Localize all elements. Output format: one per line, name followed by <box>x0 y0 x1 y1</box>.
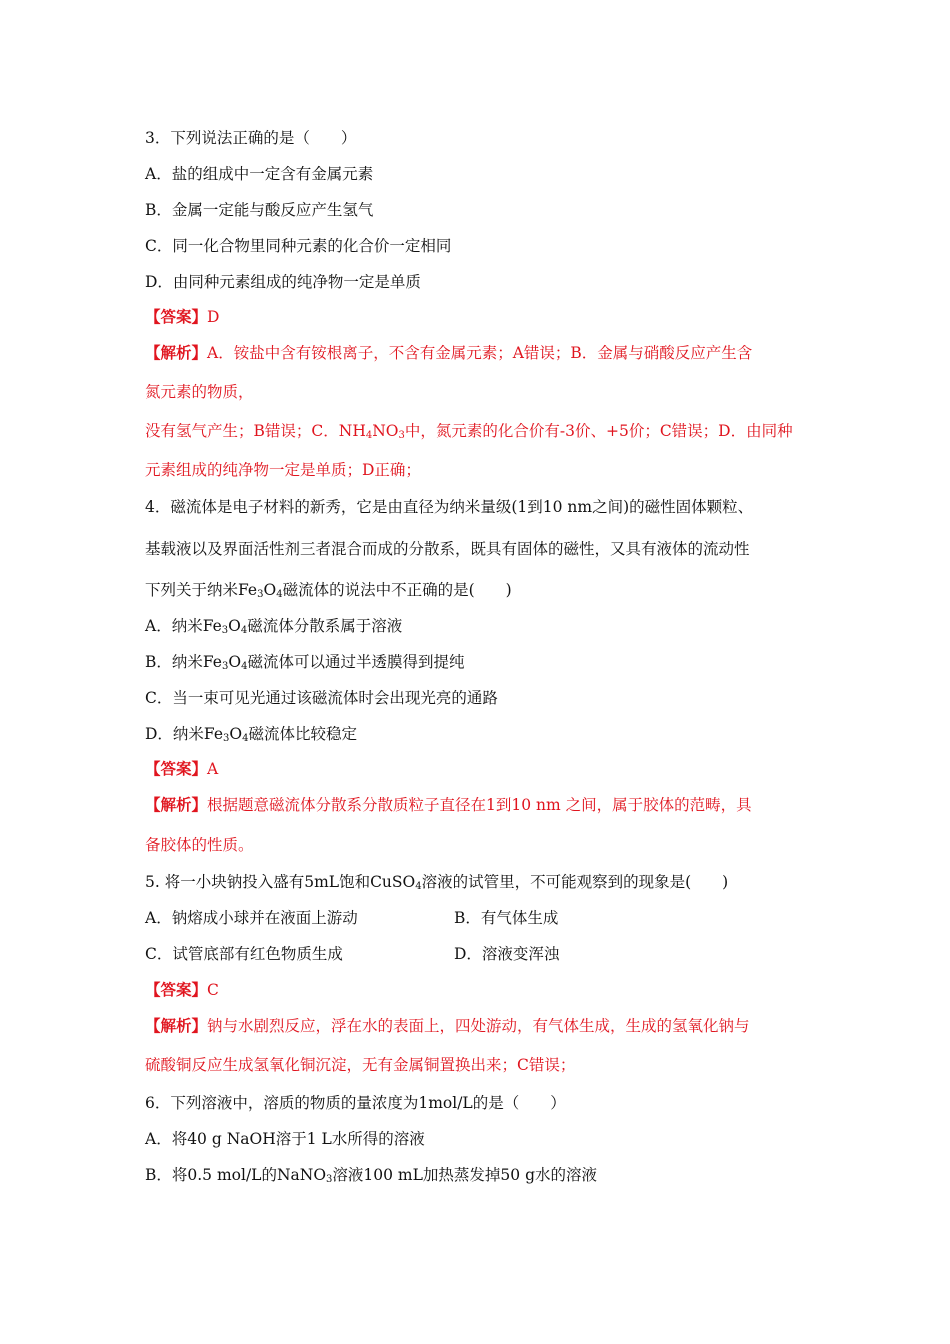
q4-answer: 【答案】A <box>145 759 219 778</box>
q4-option-c: C．当一束可见光通过该磁流体时会出现光亮的通路 <box>145 689 498 707</box>
q5-answer: 【答案】C <box>145 980 219 999</box>
q3-analysis-line-2: 氮元素的物质， <box>145 383 254 401</box>
q5-option-b: B．有气体生成 <box>454 909 559 927</box>
q5-option-a: A．钠熔成小球并在液面上游动 <box>145 909 358 927</box>
q5-option-c: C．试管底部有红色物质生成 <box>145 945 343 963</box>
q3-option-c: C．同一化合物里同种元素的化合价一定相同 <box>145 237 452 255</box>
q5-stem: 5. 将一小块钠投入盛有5mL饱和CuSO$_4$溶液的试管里，不可能观察到的现象是( ) <box>145 873 729 892</box>
q4-option-d: D．纳米$Fe_3O_4$磁流体比较稳定 <box>145 725 357 744</box>
q6-option-a: A．将40 g NaOH溶于1 L水所得的溶液 <box>145 1130 425 1148</box>
q4-analysis-line-2: 备胶体的性质。 <box>145 836 254 854</box>
q3-analysis-line-1: 【解析】A．铵盐中含有铵根离子，不含有金属元素；A错误；B．金属与硝酸反应产生含 <box>145 343 753 362</box>
q4-analysis-line-1: 【解析】根据题意磁流体分散系分散质粒子直径在1到10 nm 之间，属于胶体的范畴，具 <box>145 795 752 814</box>
q3-answer: 【答案】D <box>145 307 220 326</box>
q3-analysis-line-3: 没有氢气产生；B错误；C．$NH_4NO_3$中，氮元素的化合价有-3价、+5价；C错误；D．由同种 <box>145 422 793 441</box>
q5-option-d: D．溶液变浑浊 <box>454 945 560 963</box>
q4-stem-line-3: 下列关于纳米$Fe_3O_4$磁流体的说法中不正确的是( ) <box>145 581 512 600</box>
q4-option-a: A．纳米$Fe_3O_4$磁流体分散系属于溶液 <box>145 617 403 636</box>
q3-stem: 3．下列说法正确的是（ ） <box>145 129 357 147</box>
q6-option-b: B．将0.5 mol/L的NaNO$_3$溶液100 mL加热蒸发掉50 g水的溶液 <box>145 1166 597 1185</box>
q3-analysis-line-4: 元素组成的纯净物一定是单质；D正确； <box>145 461 421 479</box>
q3-option-a: A．盐的组成中一定含有金属元素 <box>145 165 374 183</box>
q6-stem: 6．下列溶液中，溶质的物质的量浓度为1mol/L的是（ ） <box>145 1094 566 1112</box>
q3-option-b: B．金属一定能与酸反应产生氢气 <box>145 201 374 219</box>
q4-stem-line-1: 4．磁流体是电子材料的新秀，它是由直径为纳米量级(1到10 nm之间)的磁性固体颗粒、 <box>145 498 754 516</box>
q5-analysis-line-1: 【解析】钠与水剧烈反应，浮在水的表面上，四处游动，有气体生成，生成的氢氧化钠与 <box>145 1016 750 1035</box>
q3-option-d: D．由同种元素组成的纯净物一定是单质 <box>145 273 421 291</box>
q4-stem-line-2: 基载液以及界面活性剂三者混合而成的分散系，既具有固体的磁性，又具有液体的流动性 <box>145 540 750 558</box>
q4-option-b: B．纳米$Fe_3O_4$磁流体可以通过半透膜得到提纯 <box>145 653 465 672</box>
q5-analysis-line-2: 硫酸铜反应生成氢氧化铜沉淀，无有金属铜置换出来；C错误； <box>145 1056 576 1074</box>
